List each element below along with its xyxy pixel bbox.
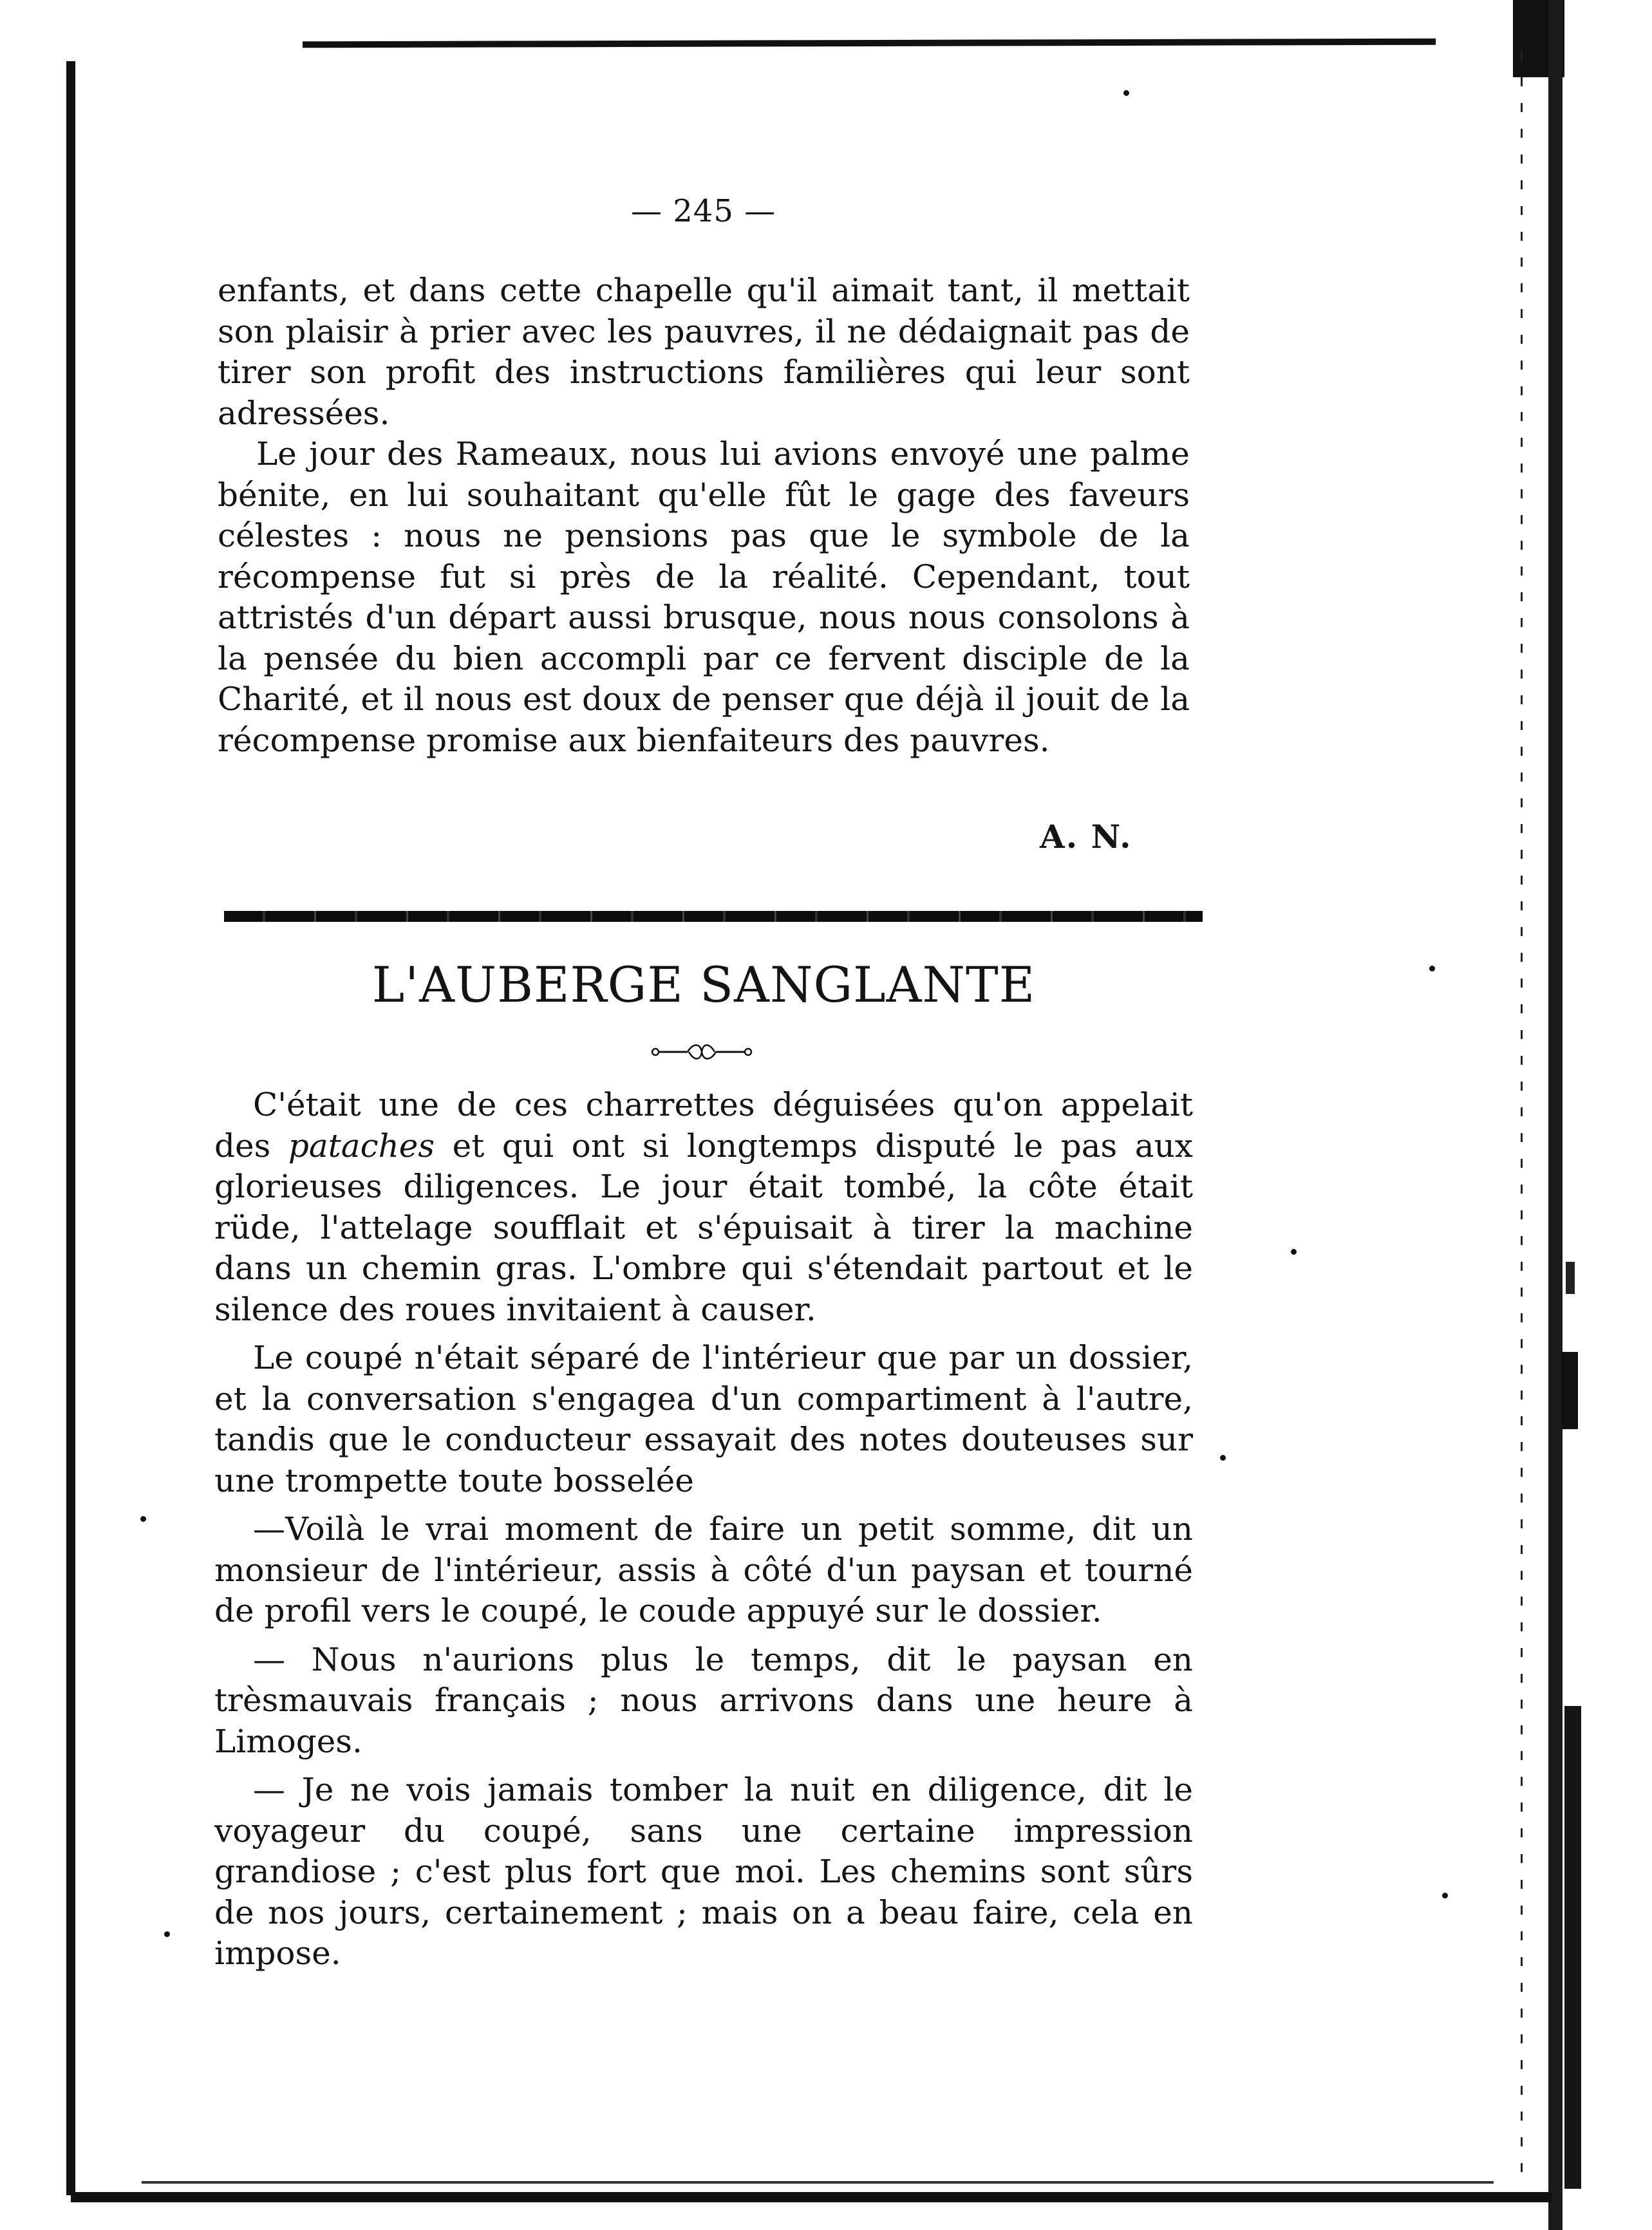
paragraph-gap [214, 1330, 1193, 1338]
paragraph: enfants, et dans cette chapelle qu'il aimait tant, il mettait son plaisir à prier avec les pauvres, il ne dédaignait pas de tirer son profit des instructions familières qui leur sont adressées. [218, 272, 1190, 432]
scan-edge-bottom [71, 2192, 1552, 2202]
scan-edge-right-dashed [1521, 52, 1523, 2176]
scan-speck [164, 1931, 170, 1937]
scan-blot [1564, 1706, 1581, 2189]
scan-edge-right [1548, 0, 1563, 2230]
scan-blot [1561, 1352, 1578, 1429]
article-signature: A. N. [1040, 818, 1132, 856]
paragraph: Le jour des Rameaux, nous lui avions envoyé une palme bénite, en lui souhaitant qu'elle fût le gage des faveurs célestes : nous ne pensions pas que le symbole de la récompense fut si près de la réalité. Cependant, tout attristés d'un départ aussi brusque, nous nous consolons à la pensée du bien accompli par ce fervent disciple de la Charité, et il nous est doux de penser que déjà il jouit de la récompense promise aux bienfaiteurs des pauvres. [218, 435, 1190, 759]
scan-edge-left [66, 61, 75, 2195]
scan-edge-top [303, 39, 1436, 48]
article-continuation [218, 270, 1190, 761]
article-title: L'AUBERGE SANGLANTE [371, 956, 1036, 1013]
paragraph-gap [214, 1501, 1193, 1509]
paragraph-gap [214, 1632, 1193, 1640]
page-number: — 245 — [631, 193, 776, 229]
paragraph: — Je ne vois jamais tomber la nuit en diligence, dit le voyageur du coupé, sans une certaine impression grandiose ; c'est plus fort que moi. Les chemins sont sûrs de nos jours, certainement ; mais on a beau faire, cela en impose. [214, 1771, 1193, 1972]
paragraph: — Nous n'aurions plus le temps, dit le paysan en trèsmauvais français ; nous arrivons dans une heure à Limoges. [214, 1640, 1193, 1760]
italic-term: pataches [288, 1127, 435, 1165]
scan-speck [1123, 90, 1129, 96]
paragraph-gap [214, 1762, 1193, 1770]
section-divider [224, 911, 1203, 922]
scan-edge-bottom-thin [142, 2181, 1494, 2184]
paragraph: Le coupé n'était séparé de l'intérieur que par un dossier, et la conversation s'engagea d'un compartiment à l'autre, tandis que le conducteur essayait des notes douteuses sur une trompette toute bosselée [214, 1339, 1193, 1499]
paragraph: —Voilà le vrai moment de faire un petit somme, dit un monsieur de l'intérieur, assis à côté d'un paysan et tourné de profil vers le coupé, le coude appuyé sur le dossier. [214, 1510, 1193, 1629]
scan-speck [140, 1516, 146, 1522]
scan-speck [1429, 966, 1435, 971]
scan-speck [1220, 1455, 1226, 1461]
scan-blot [1566, 1262, 1575, 1294]
ornament-icon [650, 1039, 753, 1065]
paragraph: C'était une de ces charrettes déguisées qu'on appelait des pataches et qui ont si longtemps disputé le pas aux glorieuses diligences. Le jour était tombé, la côte était rüde, l'attelage soufflait et s'épuisait à tirer la machine dans un chemin gras. L'ombre qui s'étendait partout et le silence des roues invitaient à causer. [214, 1086, 1193, 1328]
scan-speck [1291, 1249, 1297, 1255]
article-body [214, 1085, 1193, 1974]
scan-speck [1442, 1893, 1448, 1898]
